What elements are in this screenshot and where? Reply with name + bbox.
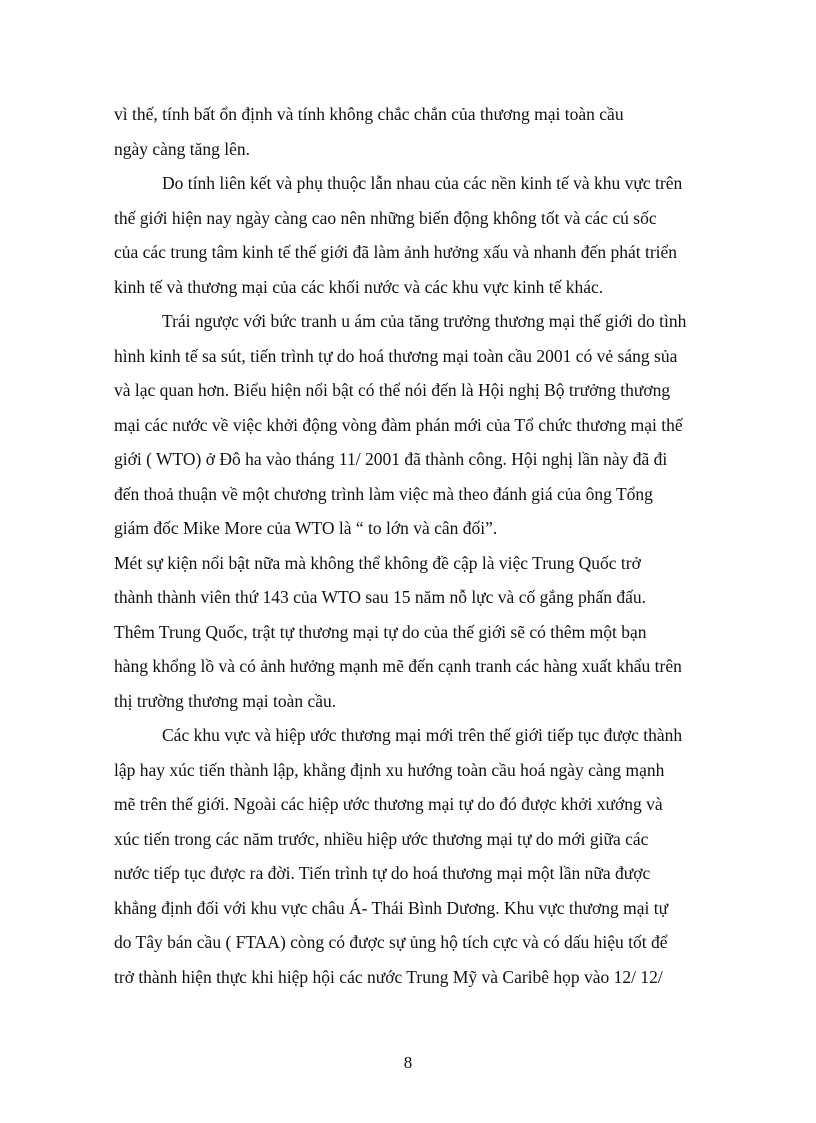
paragraph-first-line: Mét sự kiện nổi bật nữa mà không thể không đề cập là việc Trung Quốc trở (114, 552, 641, 573)
text-line: nước tiếp tục được ra đời. Tiến trình tự do hoá thương mại một lần nữa được (114, 863, 651, 883)
text-line: thị trường thương mại toàn cầu. (114, 690, 337, 711)
text-line: mại các nước về việc khởi động vòng đàm phán mới của Tổ chức thương mại thế (114, 414, 683, 435)
text-line: lập hay xúc tiến thành lập, khẳng định xu hướng toàn cầu hoá ngày càng mạnh (114, 759, 665, 780)
text-line: vì thế, tính bất ổn định và tính không chắc chắn của thương mại toàn cầu (114, 104, 624, 124)
text-line: thành thành viên thứ 143 của WTO sau 15 năm nỗ lực và cố gắng phấn đấu. (114, 587, 647, 607)
text-line: thế giới hiện nay ngày càng cao nên những biến động không tốt và các cú sốc (114, 207, 657, 228)
text-line: xúc tiến trong các năm trước, nhiều hiệp ước thương mại tự do mới giữa các (114, 828, 649, 849)
body-text (114, 97, 721, 994)
paragraph-first-line: Do tính liên kết và phụ thuộc lẫn nhau của các nền kinh tế và khu vực trên (162, 173, 683, 193)
paragraph-first-line: Trái ngược với bức tranh u ám của tăng trưởng thương mại thế giới do tình (162, 311, 687, 331)
text-line: Thêm Trung Quốc, trật tự thương mại tự do của thế giới sẽ có thêm một bạn (114, 621, 647, 642)
text-line: hàng khổng lồ và có ảnh hưởng mạnh mẽ đến cạnh tranh các hàng xuất khẩu trên (114, 656, 682, 676)
text-line: mẽ trên thế giới. Ngoài các hiệp ước thương mại tự do đó được khởi xướng và (114, 794, 663, 814)
text-line: giới ( WTO) ở Đô ha vào tháng 11/ 2001 đã thành công. Hội nghị lần này đã đi (114, 449, 668, 469)
text-line: của các trung tâm kinh tế thế giới đã làm ảnh hưởng xấu và nhanh đến phát triển (114, 242, 678, 262)
text-line: kinh tế và thương mại của các khối nước và các khu vực kinh tế khác. (114, 276, 604, 297)
text-line: và lạc quan hơn. Biểu hiện nổi bật có thể nói đến là Hội nghị Bộ trưởng thương (114, 380, 671, 400)
text-line: giám đốc Mike More của WTO là “ to lớn và cân đối”. (114, 518, 498, 538)
text-line: do Tây bán cầu ( FTAA) còng có được sự ủng hộ tích cực và có dấu hiệu tốt để (114, 932, 668, 952)
text-line: trở thành hiện thực khi hiệp hội các nước Trung Mỹ và Caribê họp vào 12/ 12/ (114, 966, 663, 987)
page-number: 8 (403, 1053, 413, 1072)
text-line: đến thoả thuận về một chương trình làm việc mà theo đánh giá của ông Tổng (114, 483, 653, 504)
text-line: khẳng định đối với khu vực châu Á- Thái Bình Dương. Khu vực thương mại tự (114, 897, 669, 918)
paragraph-first-line: Các khu vực và hiệp ước thương mại mới trên thế giới tiếp tục được thành (162, 725, 683, 745)
text-line: ngày càng tăng lên. (114, 138, 251, 159)
text-line: hình kinh tế sa sút, tiến trình tự do hoá thương mại toàn cầu 2001 có vẻ sáng sủa (114, 345, 678, 366)
